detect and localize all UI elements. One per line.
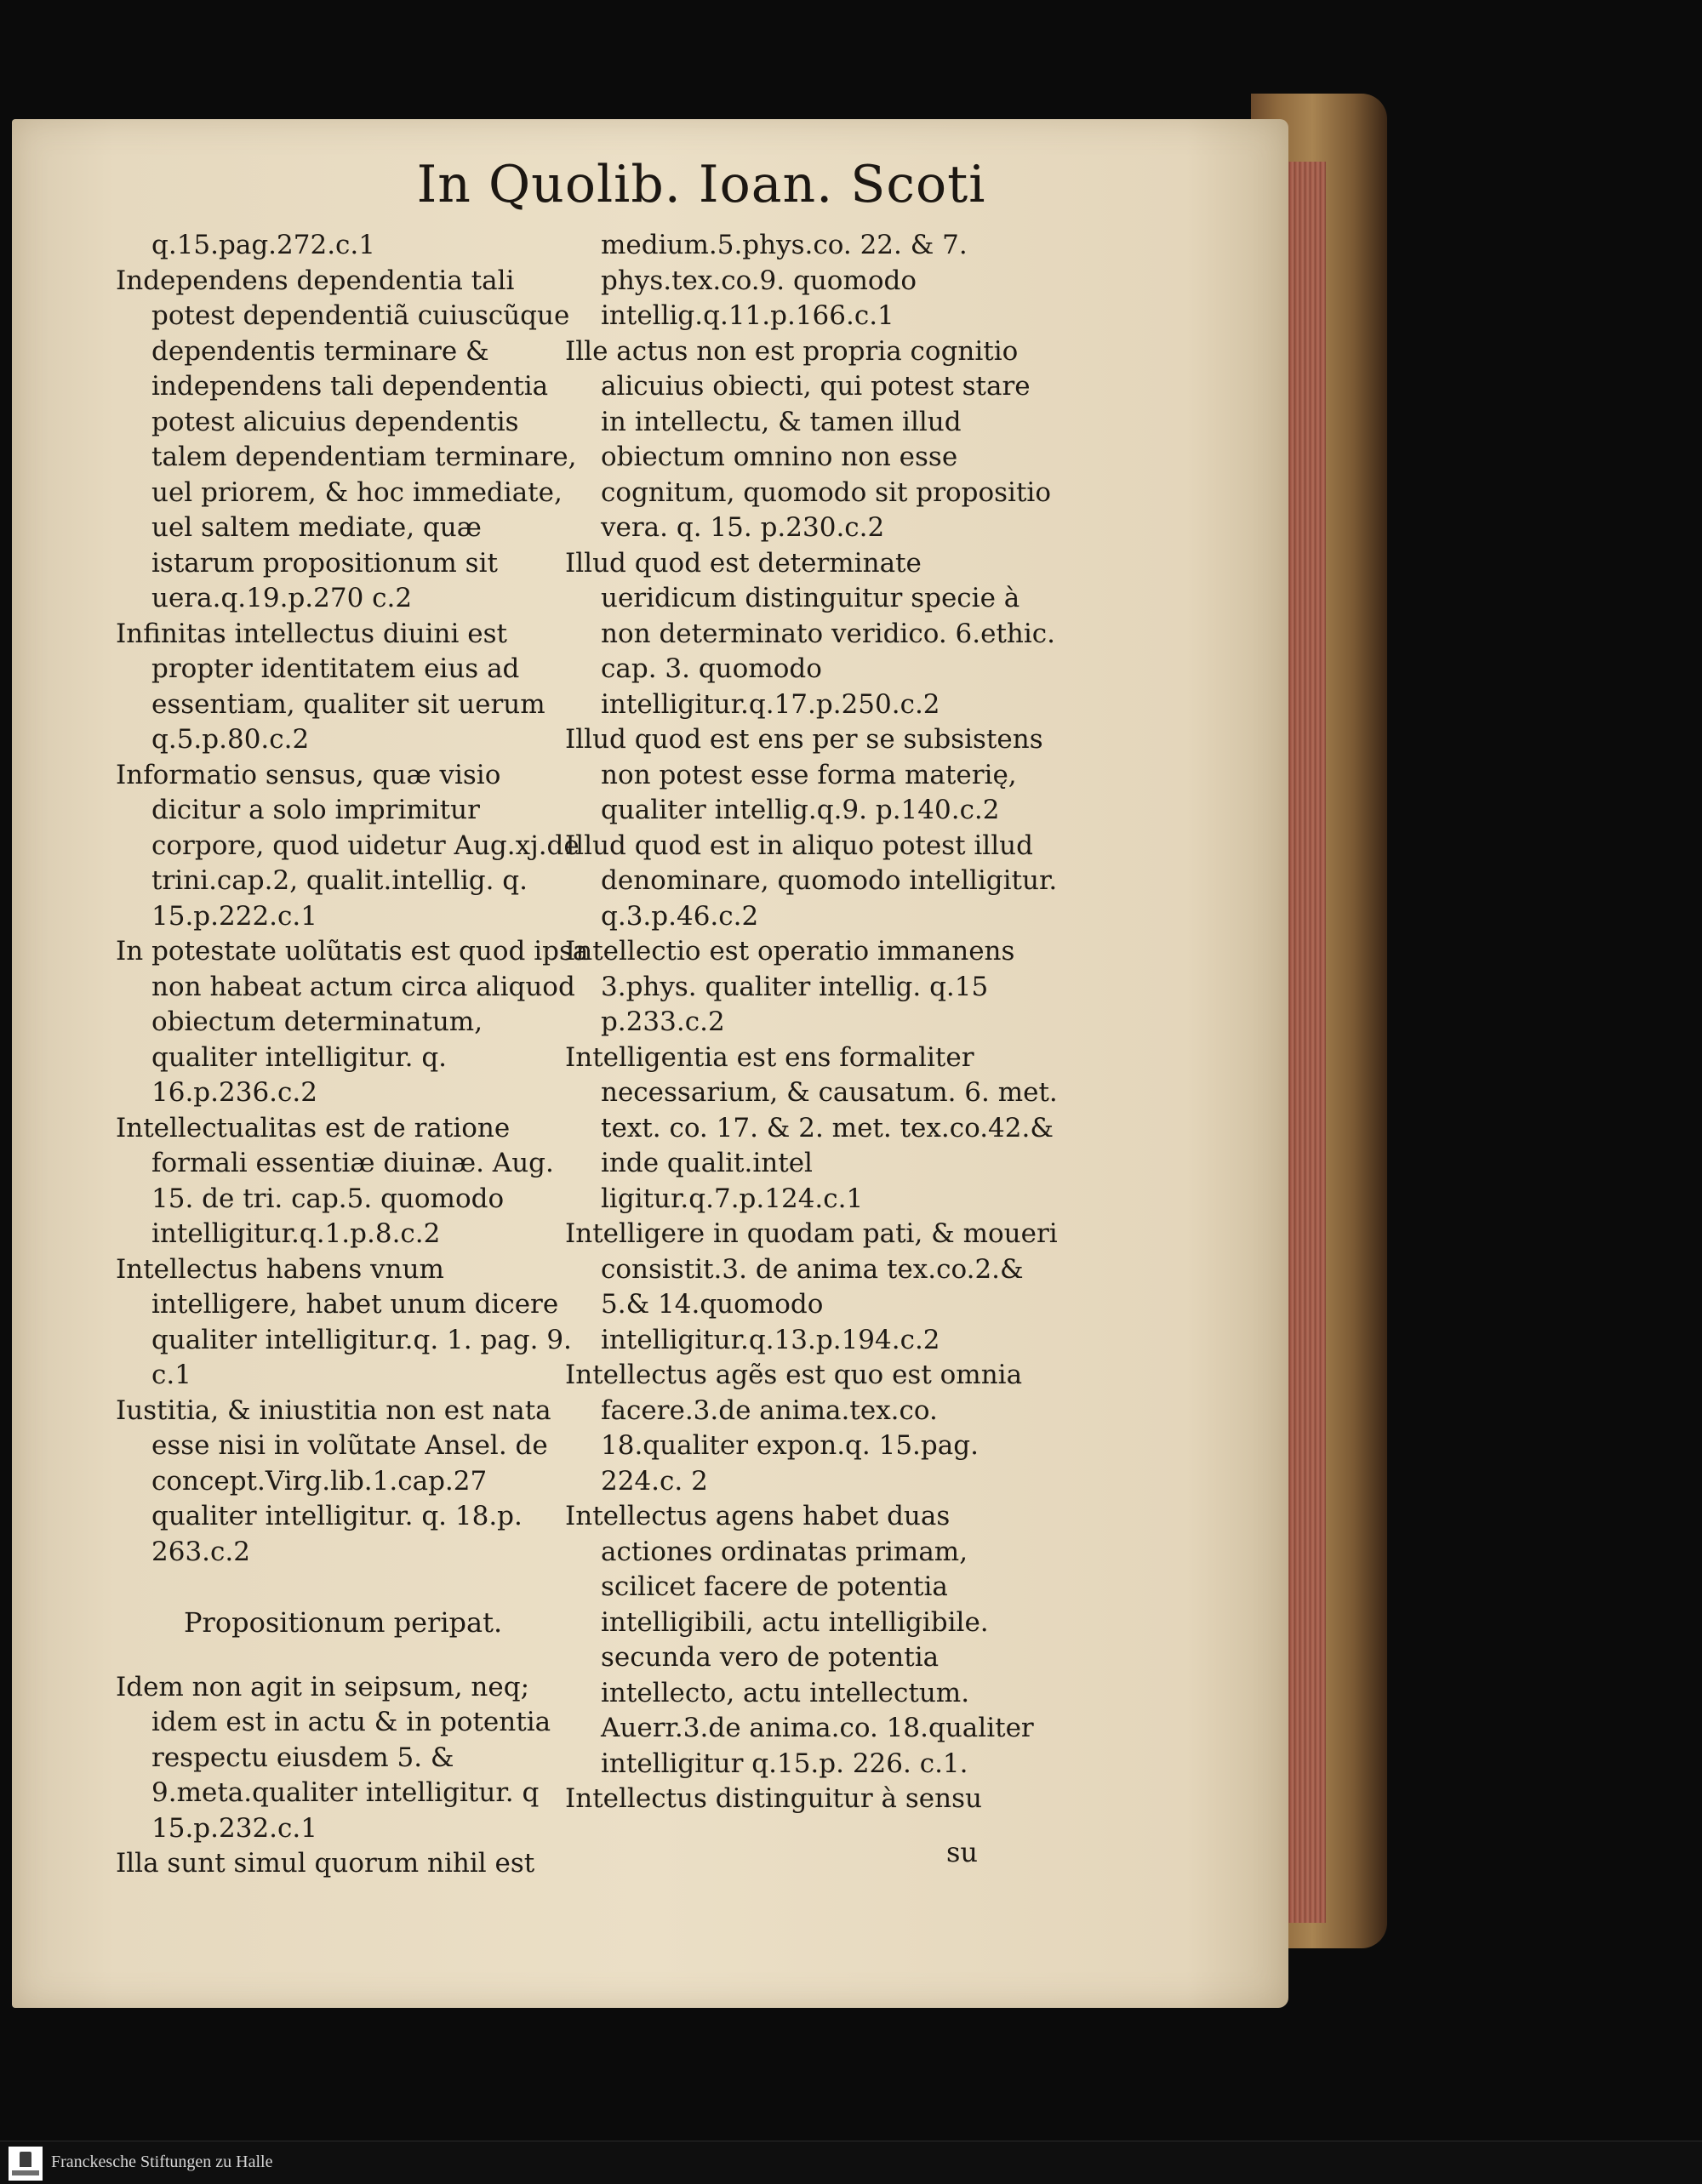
index-entry: Iustitia, & iniustitia non est nata esse nisi in volũtate Ansel. de concept.Virg.lib.1.cap.27 qualiter intelligitur. q. 18.p. 263.c.2 xyxy=(116,1394,551,1567)
running-head: In Quolib. Ioan. Scoti xyxy=(416,155,986,214)
index-entry: medium.5.phys.co. 22. & 7. phys.tex.co.9. quomodo intellig.q.11.p.166.c.1 xyxy=(601,230,968,331)
building-icon xyxy=(20,2152,31,2167)
index-entry: Intellectio est operatio immanens 3.phys. qualiter intellig. q.15 p.233.c.2 xyxy=(565,936,1015,1037)
viewer-footer xyxy=(0,2141,1702,2184)
index-entry: Ille actus non est propria cognitio alicuius obiecti, qui potest stare in intellectu, & tamen illud obiectum omnino non esse cognitum, quomodo sit propositio vera. q. 15. p.230.c.2 xyxy=(565,335,1051,543)
index-entry: q.15.pag.272.c.1 xyxy=(151,230,375,260)
index-entry: Intelligere in quodam pati, & moueri consistit.3. de anima tex.co.2.& 5.& 14.quomodo intelligitur.q.13.p.194.c.2 xyxy=(565,1218,1058,1355)
index-entry: Infinitas intellectus diuini est propter identitatem eius ad essentiam, qualiter sit uerum q.5.p.80.c.2 xyxy=(116,618,545,755)
index-entry: Idem non agit in seipsum, neq; idem est in actu & in potentia respectu eiusdem 5. & 9.meta.qualiter intelligitur. q 15.p.232.c.1 xyxy=(116,1671,551,1844)
left-column xyxy=(116,228,592,1882)
index-entry: Intellectualitas est de ratione formali essentiæ diuinæ. Aug. 15. de tri. cap.5. quomodo intelligitur.q.1.p.8.c.2 xyxy=(116,1112,554,1249)
index-entry: Illud quod est ens per se subsistens non potest esse forma materię, qualiter intellig.q.9. p.140.c.2 xyxy=(565,724,1043,825)
catchword: su xyxy=(946,1836,979,1868)
right-column xyxy=(565,228,1059,1817)
institution-name: Franckesche Stiftungen zu Halle xyxy=(51,2153,273,2171)
index-entry: Intellectus habens vnum intelligere, habet unum dicere qualiter intelligitur.q. 1. pag. 9. c.1 xyxy=(116,1253,572,1390)
institution-logo xyxy=(9,2147,43,2181)
logo-wordmark xyxy=(12,2170,39,2175)
index-entry: Informatio sensus, quæ visio dicitur a solo imprimitur corpore, quod uidetur Aug.xj.de trini.cap.2, qualit.intellig. q. 15.p.222.c.1 xyxy=(116,759,580,932)
index-entry: Intelligentia est ens formaliter necessarium, & causatum. 6. met. text. co. 17. & 2. met. tex.co.42.& inde qualit.intel ligitur.q.7.p.124.c.1 xyxy=(565,1041,1058,1214)
section-heading: Propositionum peripat. xyxy=(184,1606,503,1639)
index-entry: Intellectus agẽs est quo est omnia facere.3.de anima.tex.co. 18.qualiter expon.q. 15.pag. 224.c. 2 xyxy=(565,1360,1023,1497)
index-entry: Illud quod est determinate ueridicum distinguitur specie à non determinato veridico. 6.ethic. cap. 3. quomodo intelligitur.q.17.p.250.c.2 xyxy=(565,547,1056,720)
index-entry: In potestate uolũtatis est quod ipsa non habeat actum circa aliquod obiectum determinatum, qualiter intelligitur. q. 16.p.236.c.2 xyxy=(116,936,589,1108)
index-entry: Intellectus agens habet duas actiones ordinatas primam, scilicet facere de potentia intelligibili, actu intelligibile. secunda vero de potentia intellecto, actu intellectum. Auerr.3.de anima.co. 18.qualiter intelligitur q.15.p. 226. c.1. xyxy=(565,1501,1034,1779)
index-entry: Independens dependentia tali potest dependentiã cuiuscũque dependentis terminare & independens tali dependentia potest alicuius dependentis talem dependentiam terminare, uel priorem, & hoc immediate, uel saltem mediate, quæ istarum propositionum sit uera.q.19.p.270 c.2 xyxy=(116,265,577,613)
index-entry: Illa sunt simul quorum nihil est xyxy=(116,1848,535,1879)
index-entry: Intellectus distinguitur à sensu xyxy=(565,1783,982,1814)
index-entry: Illud quod est in aliquo potest illud denominare, quomodo intelligitur. q.3.p.46.c.2 xyxy=(565,830,1058,932)
book-page xyxy=(12,119,1288,2008)
